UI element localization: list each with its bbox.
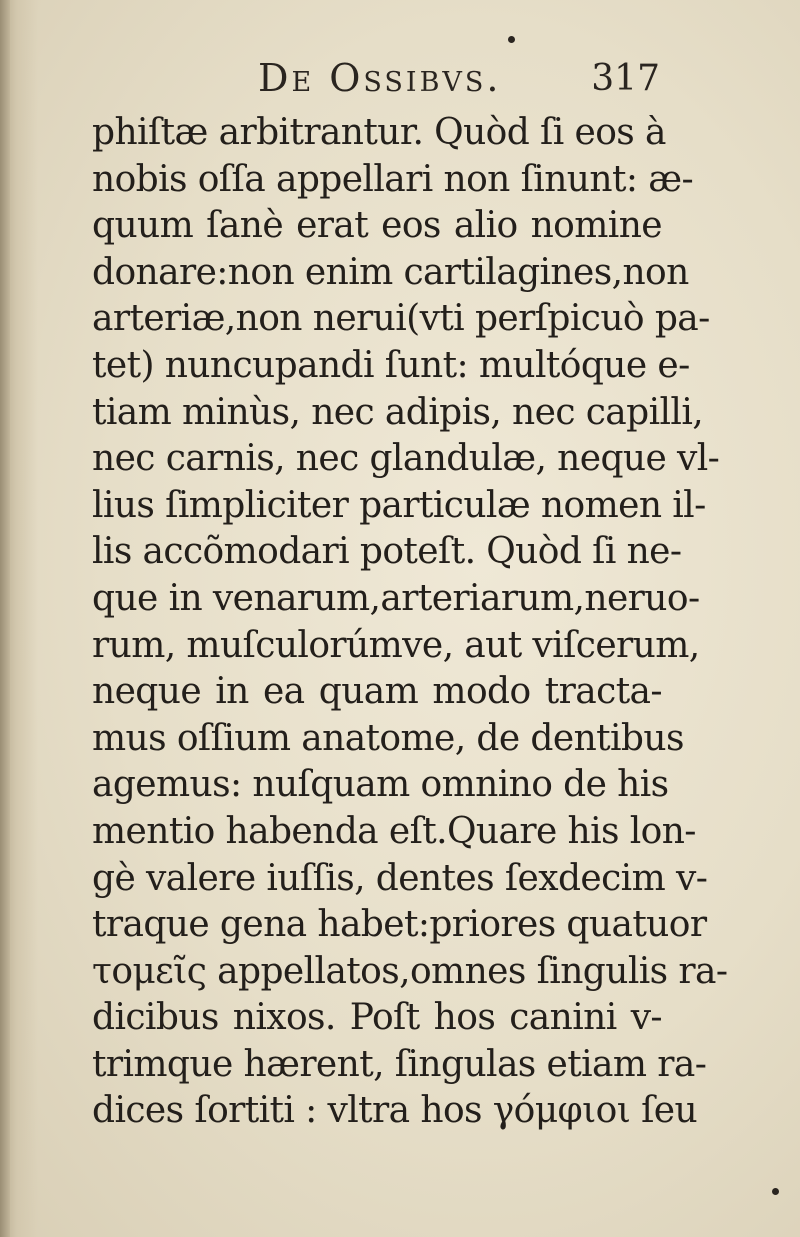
text-line: nec carnis, nec glandulæ, neque vl-	[92, 438, 720, 480]
ink-speck	[508, 36, 515, 43]
page-edge	[0, 0, 10, 1237]
text-line: trimque hærent, ſingulas etiam ra-	[92, 1043, 707, 1085]
text-line: agemus: nuſquam omnino de his	[92, 764, 669, 806]
text-line: mentio habenda eſt.Quare his lon-	[92, 810, 696, 852]
text-line: τομεῖς appellatos,omnes ſingulis ra-	[92, 950, 728, 992]
text-line: tet) nuncupandi ſunt: multóque e-	[92, 344, 690, 386]
text-line: phiſtæ arbitrantur. Quòd ſi eos à	[92, 112, 666, 153]
text-line: mus oſſium anatome, de dentibus	[92, 717, 684, 759]
text-line: quum ſanè erat eos alio nomine	[92, 205, 662, 247]
ink-speck	[772, 1188, 779, 1195]
text-line: lis accõmodari poteſt. Quòd ſi ne-	[92, 531, 682, 573]
text-line: nobis oſſa appellari non ſinunt: æ-	[92, 158, 694, 200]
text-line: donare:non enim cartilagines,non	[92, 251, 689, 293]
text-line: gè valere iuſſis, dentes ſexdecim v-	[92, 857, 708, 899]
text-line: traque gena habet:priores quatuor	[92, 904, 707, 946]
text-line: dicibus nixos. Poſt hos canini v-	[92, 997, 662, 1039]
text-line: dices ſortiti : vltra hos γόμφιοι ſeu	[92, 1090, 698, 1132]
text-line: arteriæ,non nerui(vti perſpicuò pa-	[92, 298, 710, 340]
text-line: rum, muſculorúmve, aut viſcerum,	[92, 624, 700, 666]
running-head	[90, 48, 660, 108]
running-title: De Ossibvs.	[258, 56, 502, 100]
text-line: que in venarum,arteriarum,neruo-	[92, 577, 700, 619]
text-line: neque in ea quam modo tracta-	[92, 671, 662, 713]
text-line: lius ſimpliciter particulæ nomen il-	[92, 484, 706, 526]
text-line: tiam minùs, nec adipis, nec capilli,	[92, 391, 704, 433]
body-text	[92, 110, 728, 1135]
page-number: 317	[591, 58, 660, 99]
